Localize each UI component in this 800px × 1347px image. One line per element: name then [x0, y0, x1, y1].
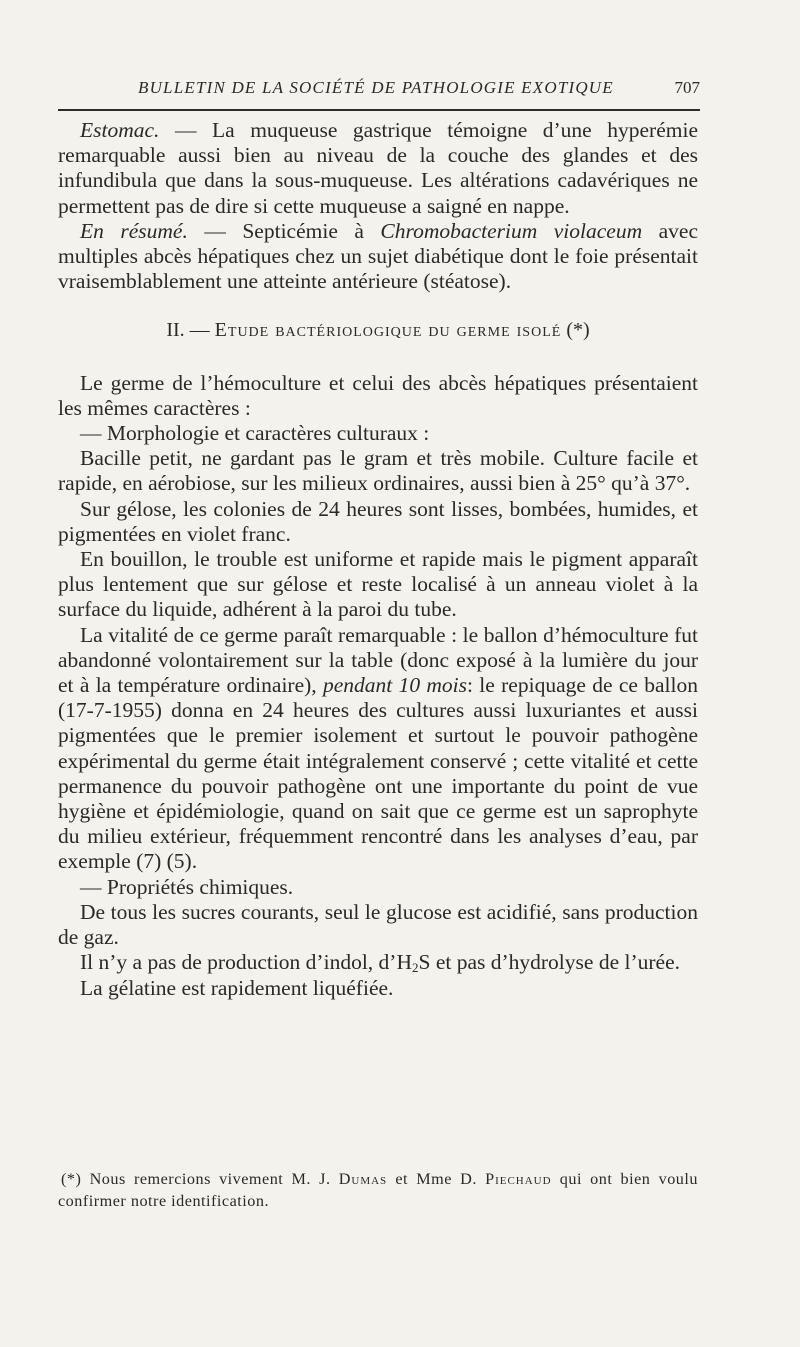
paragraph-estomac: Estomac. — La muqueuse gastrique témoigne d’une hyperémie remarquable aussi bien au niveau de la couche des glandes et des infundibula que dans la sous-muqueuse. Les altérations cadavériques ne permettent pas de dire si cette muqueuse a saigné en nappe.	[58, 118, 698, 218]
species-name: Chromobacterium violaceum	[380, 218, 643, 243]
paragraph: Il n’y a pas de production d’indol, $d’H_2S$ et pas d’hydrolyse de l’urée.	[80, 950, 680, 976]
section-heading: II. — Etude bactériologique du germe isolé (*)	[166, 319, 590, 342]
article-body	[58, 118, 698, 1001]
section-title: Etude bactériologique du germe isolé	[214, 319, 562, 342]
paragraph-vitalite: La vitalité de ce germe paraît remarquable : le ballon d’hémoculture fut abandonné volontairement sur la table (donc exposé à la lumière du jour et à la température ordinaire), pendant 10 mois: le repiquage de ce ballon (17-7-1955) donna en 24 heures des cultures aussi luxuriantes et aussi pigmentées que le premier isolement et surtout le pouvoir pathogène expérimental du germe était intégralement conservé ; cette vitalité et cette permanence du pouvoir pathogène ont une importante du point de vue hygiène et épidémiologie, quand on sait que ce germe est un saprophyte du milieu extérieur, fréquemment rencontré dans les analyses d’eau, par exemple (7) (5).	[58, 622, 698, 874]
paragraph: De tous les sucres courants, seul le glucose est acidifié, sans production de gaz.	[58, 899, 698, 950]
emphasis: pendant 10 mois	[322, 673, 468, 698]
paragraph: En bouillon, le trouble est uniforme et rapide mais le pigment apparaît plus lentement que sur gélose et reste localisé à un anneau violet à la surface du liquide, adhérent à la paroi du tube.	[58, 547, 698, 622]
paragraph: Bacille petit, ne gardant pas le gram et très mobile. Culture facile et rapide, en aérobiose, sur les milieux ordinaires, aussi bien à 25° qu’à 37°.	[58, 446, 698, 496]
subheading-morphologie: — Morphologie et caractères culturaux :	[80, 421, 430, 446]
author-name: Dumas	[338, 1170, 388, 1188]
page-number: 707	[674, 78, 700, 97]
subheading-proprietes: — Propriétés chimiques.	[80, 874, 294, 899]
paragraph-lead: En résumé.	[80, 218, 188, 243]
footnote: (*) Nous remercions vivement M. J. Dumas et Mme D. Piechaud qui ont bien voulu confirmer notre identification.	[58, 1170, 698, 1210]
subscript: 2	[411, 960, 419, 976]
paragraph: Sur gélose, les colonies de 24 heures sont lisses, bombées, humides, et pigmentées en violet franc.	[58, 496, 698, 546]
paragraph: Le germe de l’hémoculture et celui des abcès hépatiques présentaient les mêmes caractères :	[58, 370, 698, 420]
header-rule	[58, 109, 700, 111]
author-name: Piechaud	[485, 1170, 552, 1188]
paragraph-resume: En résumé. — Septicémie à Chromobacterium violaceum avec multiples abcès hépatiques chez un sujet diabétique dont le foie présentait vraisemblablement une atteinte antérieure (stéatose).	[58, 218, 698, 294]
journal-title: BULLETIN DE LA SOCIÉTÉ DE PATHOLOGIE EXOTIQUE	[138, 78, 614, 97]
footnote-reference: (*)	[561, 319, 590, 342]
footnote-mark: (*)	[61, 1170, 82, 1188]
paragraph: La gélatine est rapidement liquéfiée.	[80, 975, 394, 1000]
paragraph-lead: Estomac.	[80, 118, 160, 142]
